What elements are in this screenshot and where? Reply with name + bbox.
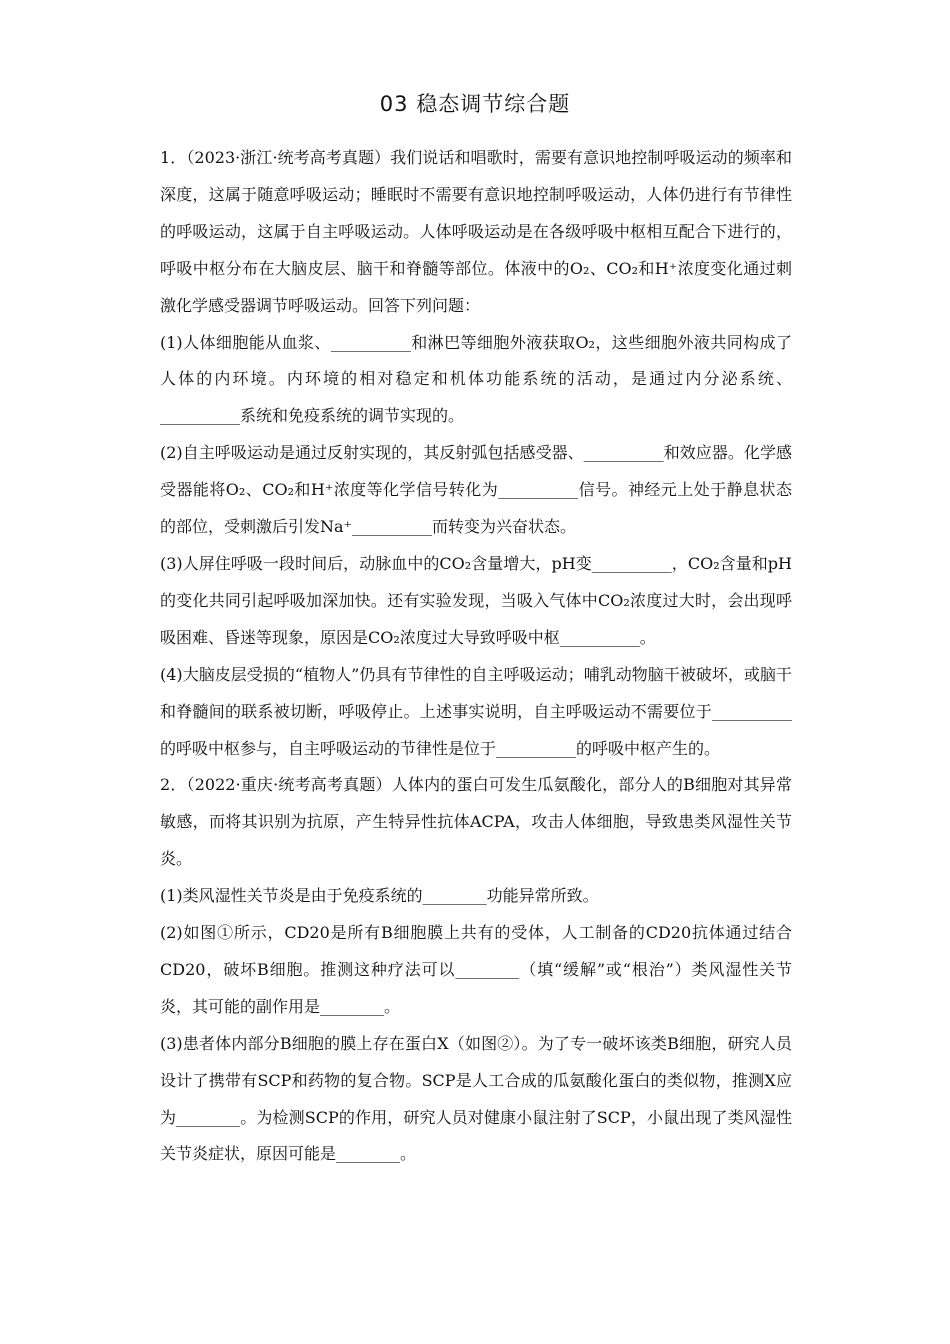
question-1-stem: 1．（2023·浙江·统考高考真题）我们说话和唱歌时，需要有意识地控制呼吸运动的频率和深度，这属于随意呼吸运动；睡眠时不需要有意识地控制呼吸运动，人体仍进行有节律性的呼吸运动，这属于自主呼吸运动。人体呼吸运动是在各级呼吸中枢相互配合下进行的，呼吸中枢分布在大脑皮层、脑干和脊髓等部位。体液中的O₂、CO₂和H⁺浓度变化通过刺激化学感受器调节呼吸运动。回答下列问题： bbox=[160, 148, 792, 315]
question-1-part-2: (2)自主呼吸运动是通过反射实现的，其反射弧包括感受器、__________和效应器。化学感受器能将O₂、CO₂和H⁺浓度等化学信号转化为__________信号。神经元上处于静息状态的部位，受刺激后引发Na⁺__________而转变为兴奋状态。 bbox=[160, 443, 792, 537]
question-2-part-3: (3)患者体内部分B细胞的膜上存在蛋白X（如图②）。为了专一破坏该类B细胞，研究人员设计了携带有SCP和药物的复合物。SCP是人工合成的瓜氨酸化蛋白的类似物，推测X应为________。为检测SCP的作用，研究人员对健康小鼠注射了SCP，小鼠出现了类风湿性关节炎症状，原因可能是________。 bbox=[160, 1033, 792, 1164]
question-1-part-3: (3)人屏住呼吸一段时间后，动脉血中的CO₂含量增大，pH变__________，CO₂含量和pH的变化共同引起呼吸加深加快。还有实验发现，当吸入气体中CO₂浓度过大时，会出现呼吸困难、昏迷等现象，原因是CO₂浓度过大导致呼吸中枢__________。 bbox=[160, 553, 792, 647]
question-2-part-1: (1)类风湿性关节炎是由于免疫系统的________功能异常所致。 bbox=[160, 886, 599, 906]
question-1-part-1: (1)人体细胞能从血浆、__________和淋巴等细胞外液获取O₂，这些细胞外液共同构成了人体的内环境。内环境的相对稳定和机体功能系统的活动，是通过内分泌系统、__________系统和免疫系统的调节实现的。 bbox=[160, 332, 792, 426]
question-2-stem: 2．（2022·重庆·统考高考真题）人体内的蛋白可发生瓜氨酸化，部分人的B细胞对其异常敏感，而将其识别为抗原，产生特异性抗体ACPA，攻击人体细胞，导致患类风湿性关节炎。 bbox=[160, 775, 792, 869]
document-body bbox=[160, 140, 792, 1173]
page-title: 03 稳态调节综合题 bbox=[379, 92, 571, 116]
question-1-part-4: (4)大脑皮层受损的“植物人”仍具有节律性的自主呼吸运动；哺乳动物脑干被破坏，或脑干和脊髓间的联系被切断，呼吸停止。上述事实说明，自主呼吸运动不需要位于__________的呼吸中枢参与，自主呼吸运动的节律性是位于__________的呼吸中枢产生的。 bbox=[160, 664, 792, 758]
question-2-part-2: (2)如图①所示，CD20是所有B细胞膜上共有的受体，人工制备的CD20抗体通过结合CD20，破坏B细胞。推测这种疗法可以________（填“缓解”或“根治”）类风湿性关节炎，其可能的副作用是________。 bbox=[160, 923, 792, 1016]
